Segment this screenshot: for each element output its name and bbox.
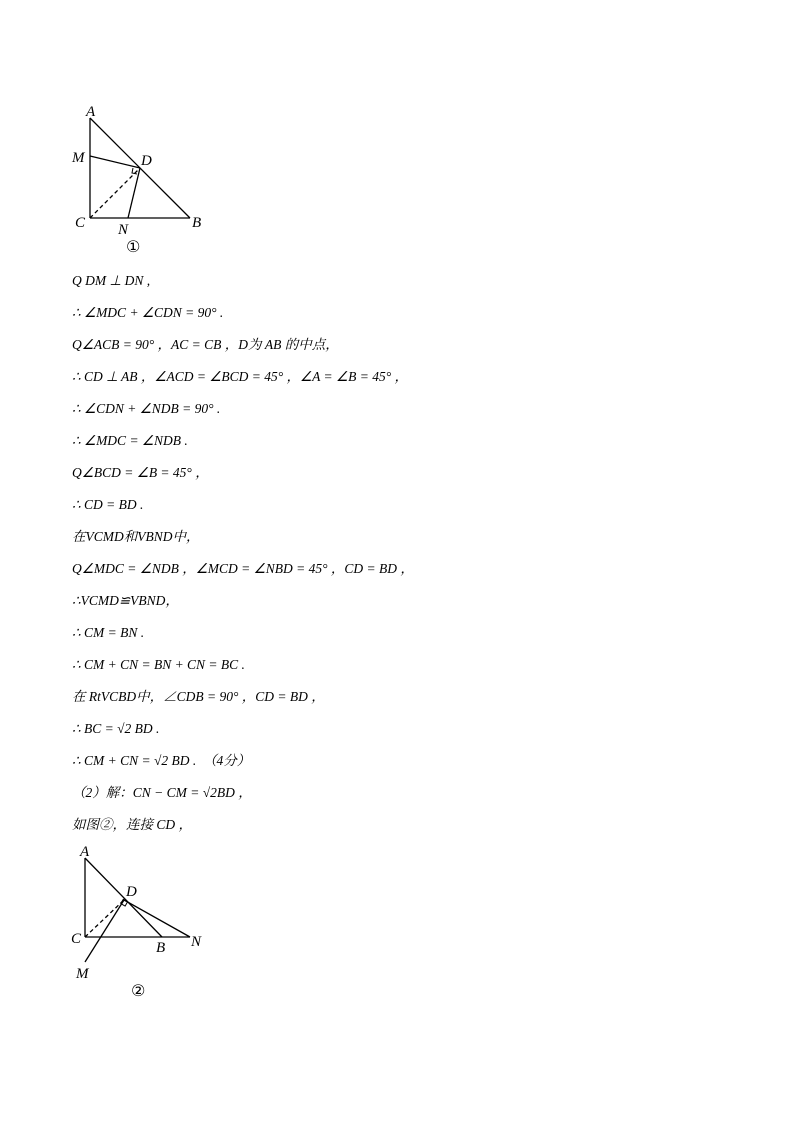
label-a: A: [86, 104, 96, 120]
text-line: ∴ ∠MDC + ∠CDN = 90° .: [72, 305, 224, 320]
text-line: ∴ ∠CDN + ∠NDB = 90° .: [72, 401, 221, 416]
text-line: 如图②，连接 CD ，: [72, 817, 193, 832]
text-line: ∴ CM + CN = √2 BD . （4分）: [72, 753, 251, 768]
label-m: M: [76, 966, 89, 982]
text-line: ∴ CM = BN .: [72, 625, 145, 640]
label-n: N: [118, 222, 129, 238]
label-d: D: [126, 884, 137, 900]
text-line: ∴ CD = BD .: [72, 497, 144, 512]
text-line: ∴ BC = √2 BD .: [72, 721, 160, 736]
segment-dn: [128, 168, 140, 218]
label-c: C: [71, 931, 82, 947]
label-n: N: [191, 934, 202, 950]
text-line: ∴VCMD≌VBND，: [72, 593, 179, 608]
segment-cd-dashed: [90, 168, 140, 218]
text-line: Q∠ACB = 90° ，AC = CB ，D为 AB 的中点，: [72, 337, 339, 352]
text-line: 在 RtVCBD中，∠CDB = 90° ，CD = BD ，: [72, 689, 325, 704]
text-line: Q DM ⊥ DN ,: [72, 273, 151, 288]
text-line: Q∠MDC = ∠NDB ，∠MCD = ∠NBD = 45° ，CD = BD ，: [72, 561, 414, 576]
figure-1: [60, 100, 220, 260]
label-d: D: [141, 153, 152, 169]
text-line: ∴ CD ⊥ AB ，∠ACD = ∠BCD = 45° ，∠A = ∠B = 45° ，: [72, 369, 408, 384]
figure-2: [60, 840, 230, 1005]
text-line: 在VCMD和VBND中，: [72, 529, 200, 544]
label-c: C: [75, 215, 86, 231]
label-a: A: [80, 844, 90, 860]
text-line: （2）解：CN − CM = √2BD ，: [72, 785, 252, 800]
label-m: M: [72, 150, 85, 166]
label-b: B: [192, 215, 202, 231]
figure-2-caption: ②: [131, 981, 146, 1000]
segment-md: [90, 156, 140, 168]
figure-1-caption: ①: [126, 237, 141, 256]
text-line: Q∠BCD = ∠B = 45° ，: [72, 465, 209, 480]
text-line: ∴ CM + CN = BN + CN = BC .: [72, 657, 245, 672]
text-line: ∴ ∠MDC = ∠NDB .: [72, 433, 188, 448]
label-b: B: [156, 940, 166, 956]
